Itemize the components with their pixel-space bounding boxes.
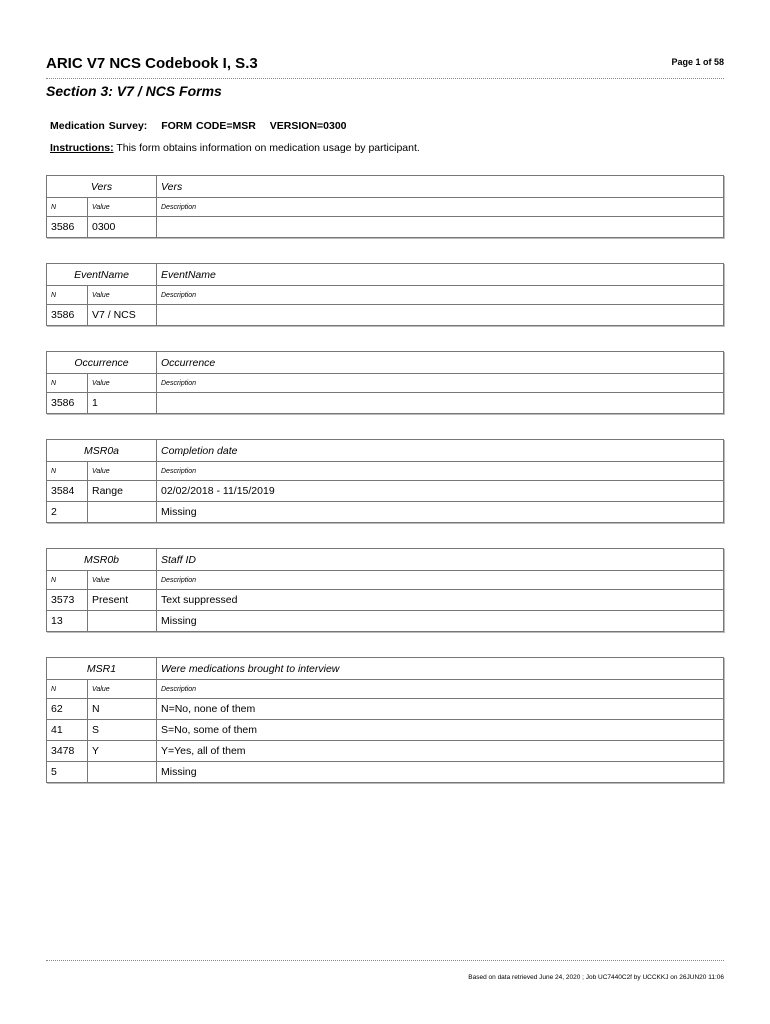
variable-table (46, 263, 724, 326)
col-value-header: Value (88, 286, 157, 305)
variable-header-row (47, 352, 724, 374)
cell-value: 1 (88, 393, 157, 414)
cell-description: Y=Yes, all of them (157, 741, 724, 762)
cell-n: 62 (47, 699, 88, 720)
variable-header-row (47, 549, 724, 571)
cell-description: N=No, none of them (157, 699, 724, 720)
page-header-title: ARIC V7 NCS Codebook I, S.3 (46, 55, 258, 72)
cell-description (157, 217, 724, 238)
col-description-header: Description (157, 680, 724, 699)
table-row (47, 217, 724, 238)
cell-description: 02/02/2018 - 11/15/2019 (157, 481, 724, 502)
variable-name: MSR0a (47, 440, 157, 462)
variable-table (46, 657, 724, 783)
variable-name: MSR1 (47, 658, 157, 680)
form-code: FORM CODE=MSR (161, 120, 256, 132)
form-name: Medication Survey: (50, 120, 148, 132)
col-n-header: N (47, 286, 88, 305)
variable-name: Vers (47, 176, 157, 198)
cell-n: 3478 (47, 741, 88, 762)
cell-description: S=No, some of them (157, 720, 724, 741)
variable-label: Were medications brought to interview (157, 658, 724, 680)
footer-note: Based on data retrieved June 24, 2020 ; Job UC7440C2f by UCCKKJ on 26JUN20 11:06 (468, 974, 724, 981)
table-row (47, 741, 724, 762)
table-row (47, 502, 724, 523)
variable-table (46, 175, 724, 238)
col-value-header: Value (88, 198, 157, 217)
table-row (47, 393, 724, 414)
variable-header-row (47, 176, 724, 198)
section-title: Section 3: V7 / NCS Forms (46, 83, 222, 99)
cell-n: 5 (47, 762, 88, 783)
instructions-text: This form obtains information on medication usage by participant. (113, 142, 420, 154)
cell-n: 3573 (47, 590, 88, 611)
cell-description: Text suppressed (157, 590, 724, 611)
cell-n: 13 (47, 611, 88, 632)
column-header-row (47, 680, 724, 699)
col-n-header: N (47, 198, 88, 217)
variable-table (46, 351, 724, 414)
col-n-header: N (47, 374, 88, 393)
col-n-header: N (47, 680, 88, 699)
col-value-header: Value (88, 374, 157, 393)
page-number: Page 1 of 58 (671, 57, 724, 67)
table-row (47, 481, 724, 502)
table-row (47, 305, 724, 326)
cell-n: 3584 (47, 481, 88, 502)
variable-label: Staff ID (157, 549, 724, 571)
cell-value: 0300 (88, 217, 157, 238)
variable-header-row (47, 658, 724, 680)
col-n-header: N (47, 571, 88, 590)
variable-header-row (47, 264, 724, 286)
variable-label: Vers (157, 176, 724, 198)
cell-value: Range (88, 481, 157, 502)
variable-name: Occurrence (47, 352, 157, 374)
column-header-row (47, 374, 724, 393)
variable-label: Completion date (157, 440, 724, 462)
col-value-header: Value (88, 462, 157, 481)
cell-description: Missing (157, 762, 724, 783)
variable-label: EventName (157, 264, 724, 286)
instructions-label: Instructions: (50, 142, 114, 154)
col-description-header: Description (157, 462, 724, 481)
col-value-header: Value (88, 680, 157, 699)
cell-description (157, 305, 724, 326)
table-row (47, 762, 724, 783)
variable-name: MSR0b (47, 549, 157, 571)
variable-table (46, 439, 724, 523)
variable-name: EventName (47, 264, 157, 286)
column-header-row (47, 286, 724, 305)
col-value-header: Value (88, 571, 157, 590)
header-divider (46, 78, 724, 79)
cell-value: Y (88, 741, 157, 762)
cell-value: N (88, 699, 157, 720)
table-row (47, 611, 724, 632)
cell-value (88, 611, 157, 632)
form-info (50, 120, 357, 132)
table-row (47, 699, 724, 720)
table-row (47, 590, 724, 611)
footer-divider (46, 960, 724, 961)
cell-value: Present (88, 590, 157, 611)
col-n-header: N (47, 462, 88, 481)
col-description-header: Description (157, 374, 724, 393)
col-description-header: Description (157, 571, 724, 590)
column-header-row (47, 571, 724, 590)
cell-n: 3586 (47, 305, 88, 326)
codebook-tables (46, 175, 724, 808)
cell-n: 2 (47, 502, 88, 523)
cell-n: 41 (47, 720, 88, 741)
variable-header-row (47, 440, 724, 462)
column-header-row (47, 462, 724, 481)
cell-value: V7 / NCS (88, 305, 157, 326)
table-row (47, 720, 724, 741)
cell-value: S (88, 720, 157, 741)
cell-n: 3586 (47, 393, 88, 414)
variable-table (46, 548, 724, 632)
cell-description (157, 393, 724, 414)
variable-label: Occurrence (157, 352, 724, 374)
form-version: VERSION=0300 (269, 120, 347, 132)
col-description-header: Description (157, 286, 724, 305)
cell-value (88, 502, 157, 523)
column-header-row (47, 198, 724, 217)
cell-description: Missing (157, 502, 724, 523)
cell-n: 3586 (47, 217, 88, 238)
instructions (50, 142, 420, 154)
cell-description: Missing (157, 611, 724, 632)
col-description-header: Description (157, 198, 724, 217)
cell-value (88, 762, 157, 783)
